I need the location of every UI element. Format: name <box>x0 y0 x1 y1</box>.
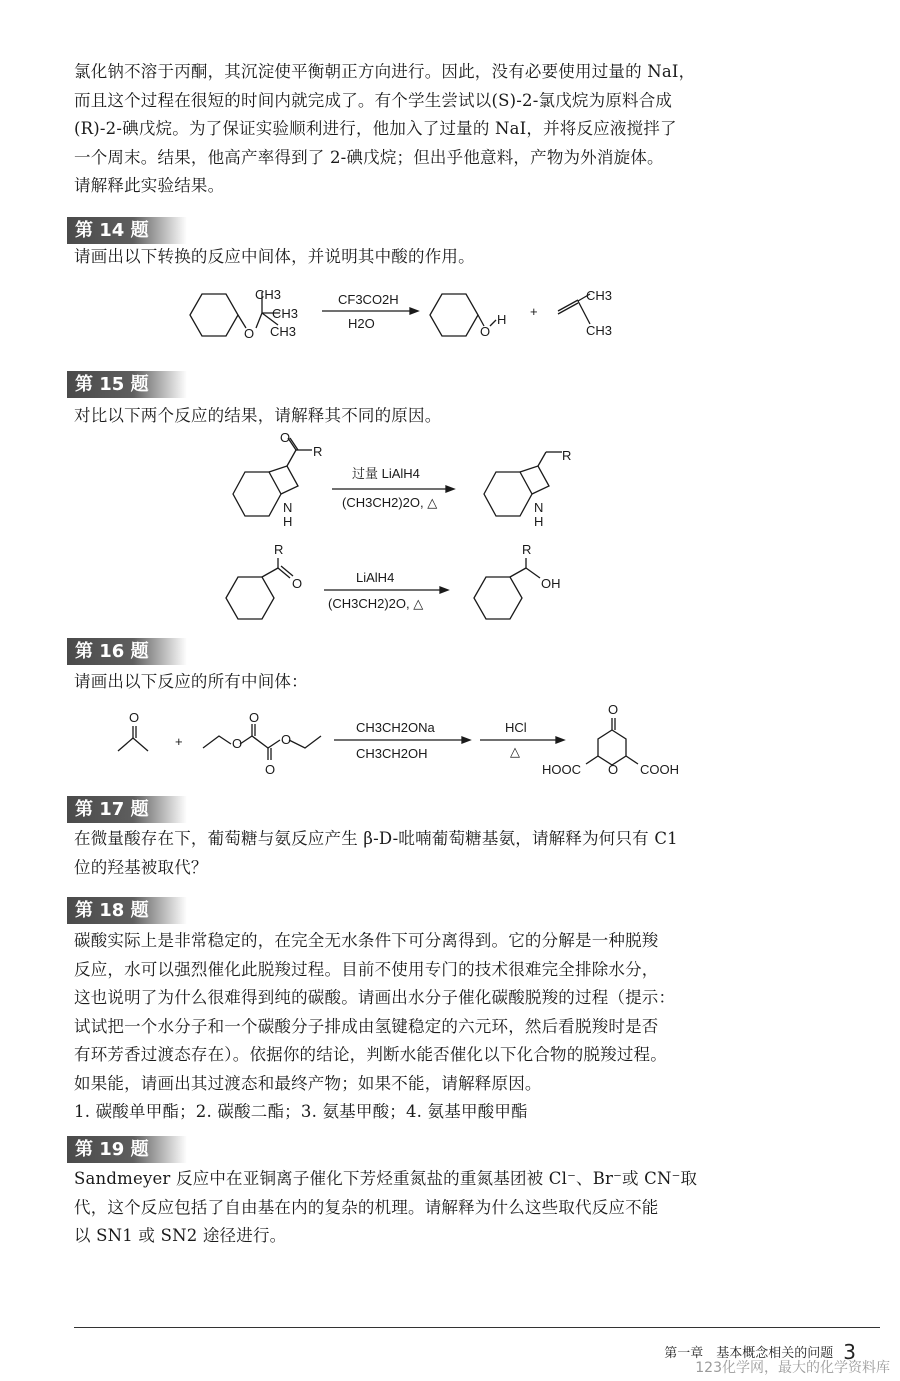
oxygen-label: O <box>292 576 303 591</box>
watermark: 123化学网，最大的化学资料库 <box>695 1360 890 1376</box>
text-line: 位的羟基被取代？ <box>74 857 208 877</box>
diethyl-oxalate <box>203 736 231 748</box>
text-line: 一个周末。结果，他高产率得到了 2-碘戊烷；但出乎他意料，产物为外消旋体。 <box>74 147 664 167</box>
question-15-text <box>74 402 734 431</box>
text-line: 试试把一个水分子和一个碳酸分子排成由氢键稳定的六元环，然后看脱羧时是否 <box>74 1016 659 1036</box>
text-line: 反应，水可以强烈催化此脱羧过程。目前不使用专门的技术很难完全排除水分， <box>74 959 659 979</box>
text-line: 代，这个反应包括了自由基在内的复杂的机理。请解释为什么这些取代反应不能 <box>74 1197 659 1217</box>
ch3-label: CH3 <box>272 306 299 321</box>
question-18-heading: 第 18 题 <box>67 897 187 924</box>
text-line: 如果能，请画出其过渡态和最终产物；如果不能，请解释原因。 <box>74 1073 542 1093</box>
question-15-scheme-1 <box>0 432 900 532</box>
benzene-ring <box>226 577 274 619</box>
question-14-heading: 第 14 题 <box>67 217 187 244</box>
ch3-label: CH3 <box>255 287 282 302</box>
text-line: 请画出以下反应的所有中间体： <box>74 672 308 691</box>
text-line: 有环芳香过渡态存在）。依据你的结论，判断水能否催化以下化合物的脱羧过程。 <box>74 1045 667 1064</box>
oxygen-label: O <box>281 732 292 747</box>
reagent-bottom: (CH3CH2)2O, △ <box>342 495 438 510</box>
oxygen-label: O <box>129 710 140 725</box>
question-16-text <box>74 668 734 697</box>
text-line: 以 SN1 或 SN2 途径进行。 <box>74 1226 287 1245</box>
ch3-label: CH3 <box>586 288 613 303</box>
cyclohexane-ring <box>190 294 238 336</box>
oxygen-label: O <box>244 326 255 341</box>
intro-paragraph <box>74 58 734 201</box>
reagent-top: HCl <box>505 720 527 735</box>
text-line: 氯化钠不溶于丙酮，其沉淀使平衡朝正方向进行。因此，没有必要使用过量的 NaI， <box>74 62 696 81</box>
oxygen-label: O <box>608 702 619 717</box>
indole-benzene-ring <box>484 472 532 516</box>
indole-benzene-ring <box>233 472 281 516</box>
reagent-top: CF3CO2H <box>338 292 399 307</box>
carboxyl-label: COOH <box>640 762 679 777</box>
text-line: 请解释此实验结果。 <box>74 176 225 195</box>
reagent-top: 过量 LiAlH4 <box>352 466 420 481</box>
plus-sign: + <box>530 304 538 319</box>
question-16-heading: 第 16 题 <box>67 638 187 665</box>
text-line: 1. 碳酸单甲酯；2. 碳酸二酯；3. 氨基甲酸；4. 氨基甲酸甲酯 <box>74 1102 528 1121</box>
pyranone-ring <box>598 730 626 765</box>
question-15-heading: 第 15 题 <box>67 371 187 398</box>
reagent-top: CH3CH2ONa <box>356 720 435 735</box>
carboxyl-label: HOOC <box>542 762 581 777</box>
question-17-heading: 第 17 题 <box>67 796 187 823</box>
r-group-label: R <box>313 444 323 459</box>
hydrogen-label: H <box>534 514 544 529</box>
oxygen-label: O <box>280 432 291 445</box>
question-16-scheme <box>0 696 900 786</box>
question-18-text <box>74 927 734 1127</box>
text-line: 碳酸实际上是非常稳定的，在完全无水条件下可分离得到。它的分解是一种脱羧 <box>74 931 659 950</box>
question-14-scheme <box>0 280 900 360</box>
text-line: (R)-2-碘戊烷。为了保证实验顺利进行，他加入了过量的 NaI，并将反应液搅拌了 <box>74 119 677 138</box>
ch3-label: CH3 <box>270 324 297 339</box>
text-line: Sandmeyer 反应中在亚铜离子催化下芳烃重氮盐的重氮基团被 Cl⁻、Br⁻或 CN⁻取 <box>74 1169 698 1188</box>
benzene-ring <box>474 577 522 619</box>
question-19-heading: 第 19 题 <box>67 1136 187 1163</box>
page-number: 3 <box>843 1340 856 1364</box>
chapter-title: 第一章 基本概念相关的问题 <box>664 1346 834 1361</box>
oxygen-label: O <box>480 324 491 339</box>
reagent-bottom: CH3CH2OH <box>356 746 428 761</box>
text-line: 这也说明了为什么很难得到纯的碳酸。请画出水分子催化碳酸脱羧的过程（提示： <box>74 988 676 1007</box>
reagent-bottom: (CH3CH2)2O, △ <box>328 596 424 611</box>
plus-sign: + <box>175 734 183 749</box>
question-14-text <box>74 243 734 272</box>
cyclohexanol-ring <box>430 294 478 336</box>
question-17-text <box>74 825 734 882</box>
nitrogen-label: N <box>283 500 293 515</box>
ch3-label: CH3 <box>586 323 613 338</box>
text-line: 对比以下两个反应的结果，请解释其不同的原因。 <box>74 406 442 425</box>
r-group-label: R <box>562 448 572 463</box>
r-group-label: R <box>522 542 532 557</box>
hydrogen-label: H <box>283 514 293 529</box>
question-19-text <box>74 1165 734 1251</box>
oxygen-label: O <box>249 710 260 725</box>
reagent-top: LiAlH4 <box>356 570 395 585</box>
nitrogen-label: N <box>534 500 544 515</box>
r-group-label: R <box>274 542 284 557</box>
footer-divider <box>74 1327 880 1328</box>
oxygen-label: O <box>265 762 276 777</box>
reagent-bottom: △ <box>510 744 520 759</box>
reagent-bottom: H2O <box>348 316 375 331</box>
oxygen-label: O <box>608 762 619 777</box>
text-line: 而且这个过程在很短的时间内就完成了。有个学生尝试以(S)-2-氯戊烷为原料合成 <box>74 90 673 110</box>
text-line: 在微量酸存在下，葡萄糖与氨反应产生 β-D-吡喃葡萄糖基氨，请解释为何只有 C1 <box>74 829 678 848</box>
hydroxyl-label: OH <box>541 576 561 591</box>
question-15-scheme-2 <box>0 540 900 630</box>
hydrogen-label: H <box>497 312 507 327</box>
text-line: 请画出以下转换的反应中间体，并说明其中酸的作用。 <box>74 247 475 266</box>
oxygen-label: O <box>232 736 243 751</box>
